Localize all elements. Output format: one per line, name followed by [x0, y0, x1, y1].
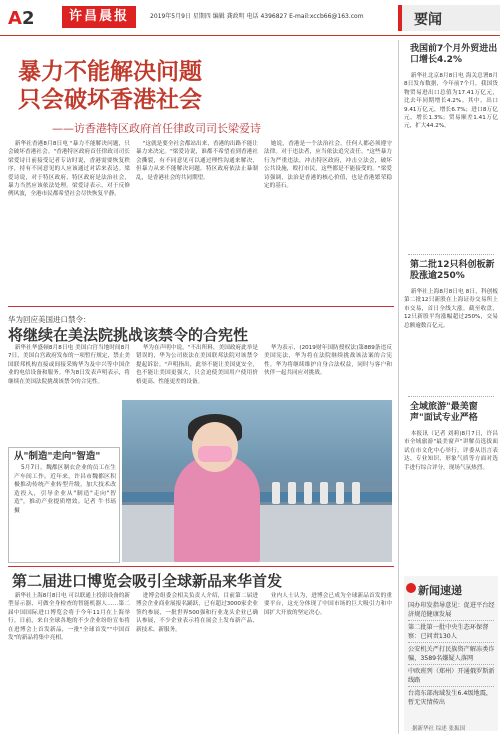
- lead-column-3: [264, 140, 392, 300]
- section-divider: [8, 566, 394, 567]
- lead-subheadline: ——访香港特区政府首任律政司司长梁爱诗: [52, 122, 261, 135]
- section-divider: [8, 306, 394, 307]
- story2-column-3: [264, 344, 392, 398]
- photo-bobbin: [336, 482, 344, 504]
- story3-column-1: [8, 592, 130, 732]
- news-brief-editor: 据新华社 综述 张振国: [412, 726, 465, 732]
- right-item2-headline: 第二批12只科创板新股涨逾250%: [410, 260, 495, 281]
- lead-column-2: [136, 140, 258, 300]
- news-bullet-icon: [406, 583, 416, 593]
- lead-paragraph: 新华社香港8月8日电 "暴力不能解决问题，只会破坏香港社会。"香港特区政府首任律政司司长梁爱诗日前接受记者专访时说，香港需要恢复秩序，持有不同意见的人应该通过对话来表达。梁爱诗说，对于特区政府、特区政府是法治社会，暴力当然应该依法处理。梁爱诗表示，对于反修例风波，全港市民都希望社会尽快恢复平静。: [8, 141, 130, 198]
- lead-headline-line1: 暴力不能解决问题: [18, 59, 202, 85]
- story2-column-2: [136, 344, 258, 398]
- story3-headline: 第二届进口博览会吸引全球新品来华首发: [12, 572, 283, 590]
- news-brief-title: 新闻速递: [418, 584, 462, 597]
- right-item3-paragraph: 本报讯（记者 刘莉)8月7日，许昌市全域旅游"最美窗声"讲解员选拔面试在市文化中心举行。评委从语言表达、专业知识、形象气质等方面对选手进行综合评分，现场气氛热烈。: [404, 431, 498, 471]
- news-brief-item: 第二批第一批中央生态环保督察：已问责130人: [408, 624, 489, 640]
- lead-paragraph: "这就是要全社会都站出来，香港的出路不能让暴力来决定。"梁爱诗说，谁都不希望看到香港社会撕裂，有不同意见可以通过理性沟通来解决，但暴力从来不能解决问题。特区政府依法止暴制乱，是香港社会的共同期望。: [136, 141, 258, 181]
- photo-bobbin: [288, 482, 296, 504]
- story3-paragraph: 业内人士认为，进博会已成为全球新品首发的重要平台，这充分体现了中国市场的巨大吸引力和中国扩大开放的坚定决心。: [264, 593, 392, 616]
- photo-bobbin: [352, 482, 360, 504]
- photo-caption-paragraph: 5月7日，魏都区制衣企业的员工在生产车间工作。近年来，许昌市魏都区积极推动传统产业转型升级，加大技术改造投入，引导企业从"制造"走向"智造"，推动产业提质增效。记者 牛书瑶 摄: [14, 465, 116, 514]
- photo-caption-headline: 从"制造"走向"智造": [14, 451, 101, 462]
- photo-bobbin: [272, 482, 280, 504]
- right-item3-headline: 全域旅游"最美窗声"面试专业严格: [410, 402, 478, 423]
- photo-bobbin: [320, 482, 328, 504]
- story2-headline: 将继续在美法院挑战该禁令的合宪性: [8, 326, 249, 344]
- news-divider: [408, 642, 494, 643]
- story3-paragraph: 新华社上海8月8日电 可以联通上投影设备的新型显示器、可做全身检查的智能机器人……第二届中国国际进口博览会将于今年11月在上海举行。日前，来自全球各地的不少企业纷纷宣布将在进博会上首发新品，一批"全球首发""中国首发"的新品将集中亮相。: [8, 593, 130, 642]
- right-item3-text: [404, 430, 498, 570]
- story2-paragraph: 新华社华盛顿8月8日电 美国白宫当地时间8月7日，美国白宫政府发布的一项暂行规定，禁止美国联邦机构直接或间接采购华为及中兴等中国企业的电信设备和服务。华为8日发表声明表示，将继续在美国法院挑战该禁令的合宪性。: [8, 345, 130, 385]
- lead-headline-line2: 只会破坏香港社会: [18, 87, 202, 113]
- right-item1-paragraph: 新华社北京8月8日电 海关总署8月8日发布数据，今年前7个月，我国货物贸易进出口总值为17.41万亿元，比去年同期增长4.2%。其中，出口9.41万亿元，增长6.7%；进口8万亿元，增长1.3%；贸易顺差1.41万亿元，扩大44.2%。: [404, 73, 498, 130]
- date-editor-line: 2019年5月9日 星期四 编辑 龚政明 电话 4396827 E-mail:xccb66@163.com: [150, 13, 364, 20]
- page-header: [0, 0, 500, 36]
- photo-caption-text: [14, 464, 116, 560]
- story2-paragraph: 华为表示，(2019财年国防授权法)第889条违反美国宪法，华为将在法院继续挑战该法案的合宪性。华为将继续维护自身合法权益，同时与客户和伙伴一起共同应对挑战。: [264, 345, 392, 377]
- lead-paragraph: 她说，香港是一个法治社会，任何人都必须遵守法律。对于违法者，应当依法追究责任。"这些暴力行为严重违法，冲击特区政府，冲击立法会，破坏公共设施，殴打市民，这些都是不能接受的。"梁爱诗强调，法治是香港的核心价值，也是香港繁荣稳定的基石。: [264, 141, 392, 190]
- section-title: 要闻: [414, 12, 442, 28]
- news-brief-item: 公安机关严打民族资产解冻类诈骗，3589名嫌疑人落网: [408, 646, 495, 662]
- story2-paragraph: 华为在声明中说，"不出所料，美国政府此举是错误的，华为公司依法在美国联邦法院对该禁令提起诉讼。"声明指出，此举不能让美国更安全，也不能让美国更强大，只会迫使美国用户使用价格更高、性能更差的设备。: [136, 345, 258, 385]
- right-item2-text: [404, 288, 498, 392]
- right-item1-headline: 我国前7个月外贸进出口增长4.2%: [410, 44, 498, 65]
- story2-kicker: 华为回应美国进口禁令：: [8, 315, 91, 324]
- newspaper-logo: 许昌晨报: [62, 6, 136, 28]
- story3-column-3: [264, 592, 392, 732]
- column-divider: [398, 40, 399, 734]
- news-brief-item: 中欧班列（郑州）开通俄罗斯新线路: [408, 668, 495, 684]
- section-label: [398, 5, 500, 31]
- page-number: A2: [8, 8, 35, 29]
- right-divider: [408, 396, 494, 397]
- right-item1-text: [404, 72, 498, 250]
- photo-worker-mask: [198, 446, 232, 462]
- news-brief-item: 国办印发指导意见：促进平台经济规范健康发展: [408, 602, 495, 618]
- factory-worker-photo: [122, 400, 392, 562]
- right-divider: [408, 254, 494, 255]
- right-item2-paragraph: 新华社上海8月8日电 8日，科创板第二批12只新股在上海证券交易所上市交易，首日全线大涨。截至收盘，12只新股平均涨幅超过250%，交易总额逾数百亿元。: [404, 289, 498, 329]
- news-divider: [408, 686, 494, 687]
- story2-column-1: [8, 344, 130, 398]
- lead-headline: [18, 58, 378, 114]
- story3-paragraph: 进博会组委会相关负责人介绍，目前第二届进博会企业商业展报名踊跃，已有超过3000家企业签约参展，一批世界500强和行业龙头企业已确认参展，不少企业表示将在展会上发布新产品、新技术、新服务。: [136, 593, 258, 633]
- news-divider: [408, 664, 494, 665]
- photo-bobbin: [304, 482, 312, 504]
- story3-column-2: [136, 592, 258, 732]
- lead-column-1: [8, 140, 130, 300]
- news-brief-item: 台湾东部海域发生6.4级地震，暂无灾情传出: [408, 690, 493, 706]
- news-divider: [408, 620, 494, 621]
